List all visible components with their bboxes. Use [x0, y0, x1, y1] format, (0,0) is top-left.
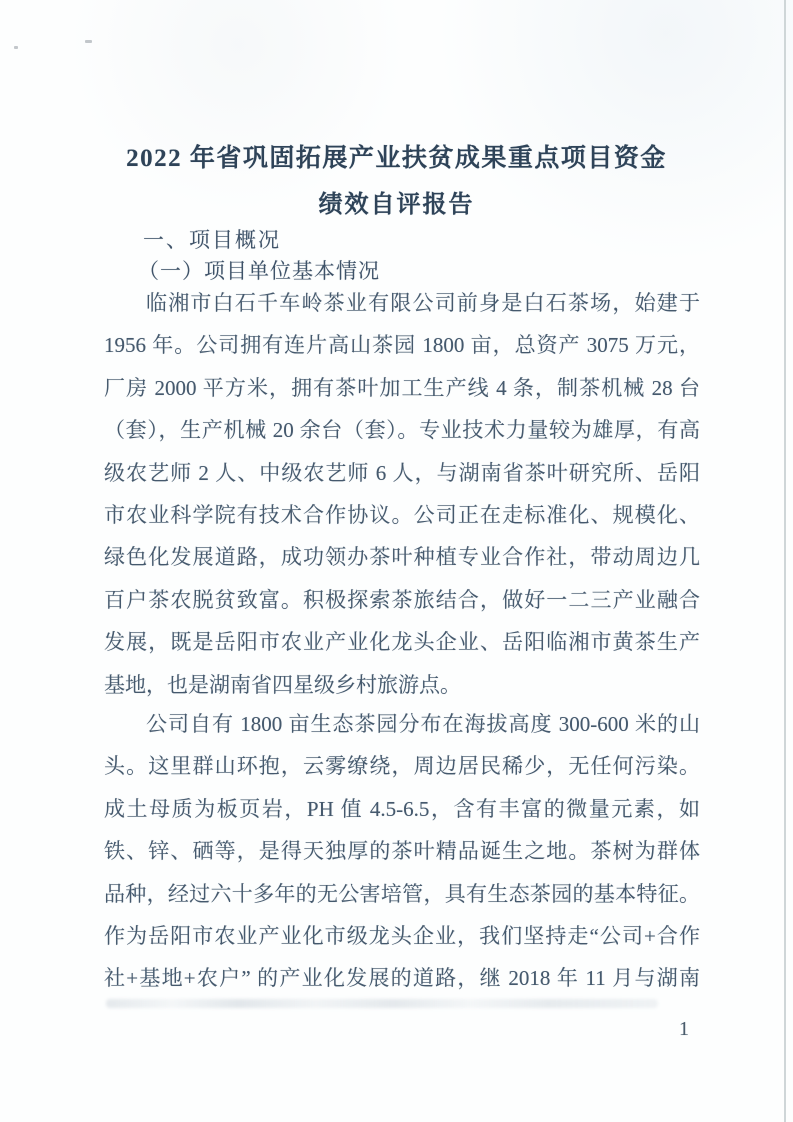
scan-speck — [14, 46, 18, 49]
paragraph-1-line: 级农艺师 2 人、中级农艺师 6 人，与湖南省茶叶研究所、岳阳 — [104, 460, 700, 485]
paragraph-1-line: 发展，既是岳阳市农业产业化龙头企业、岳阳临湘市黄茶生产 — [104, 630, 700, 655]
paragraph-2-line: 作为岳阳市农业产业化市级龙头企业，我们坚持走“公司+合作 — [104, 923, 700, 948]
paragraph-1-line: 临湘市白石千车岭茶业有限公司前身是白石茶场，始建于 — [146, 291, 700, 315]
document-title-line1: 2022 年省巩固拓展产业扶贫成果重点项目资金 — [126, 145, 667, 172]
paragraph-1-line: 基地，也是湖南省四星级乡村旅游点。 — [104, 672, 461, 697]
paragraph-2-line: 公司自有 1800 亩生态茶园分布在海拔高度 300-600 米的山 — [146, 712, 700, 736]
subsection-heading: （一）项目单位基本情况 — [138, 259, 380, 283]
paragraph-2-line: 品种，经过六十多年的无公害培管，具有生态茶园的基本特征。 — [104, 881, 700, 906]
paragraph-2 — [104, 703, 700, 1000]
paragraph-2-line: 铁、锌、硒等，是得天独厚的茶叶精品诞生之地。茶树为群体 — [104, 839, 700, 864]
document-title-line2: 绩效自评报告 — [318, 192, 475, 218]
paragraph-2-line: 头。这里群山环抱，云雾缭绕，周边居民稀少，无任何污染。 — [104, 754, 700, 779]
paragraph-1 — [104, 282, 700, 706]
paragraph-1-line: （套），生产机械 20 余台（套）。专业技术力量较为雄厚，有高 — [104, 418, 700, 443]
paragraph-1-line: 市农业科学院有技术合作协议。公司正在走标准化、规模化、 — [104, 502, 700, 527]
paragraph-2-line: 社+基地+农户” 的产业化发展的道路，继 2018 年 11 月与湖南 — [104, 966, 700, 991]
paragraph-2-line: 成土母质为板页岩，PH 值 4.5-6.5，含有丰富的微量元素，如 — [104, 796, 700, 821]
paragraph-1-line: 百户茶农脱贫致富。积极探索茶旅结合，做好一二三产业融合 — [104, 587, 700, 612]
bleed-through-smudge — [106, 999, 658, 1008]
paragraph-1-line: 1956 年。公司拥有连片高山茶园 1800 亩，总资产 3075 万元， — [104, 333, 700, 358]
page-number: 1 — [679, 1018, 689, 1040]
scan-speck — [85, 40, 92, 43]
paragraph-1-line: 绿色化发展道路，成功领办茶叶种植专业合作社，带动周边几 — [104, 545, 700, 570]
paragraph-1-line: 厂房 2000 平方米，拥有茶叶加工生产线 4 条，制茶机械 28 台 — [104, 375, 700, 400]
section-heading: 一、项目概况 — [143, 228, 281, 252]
